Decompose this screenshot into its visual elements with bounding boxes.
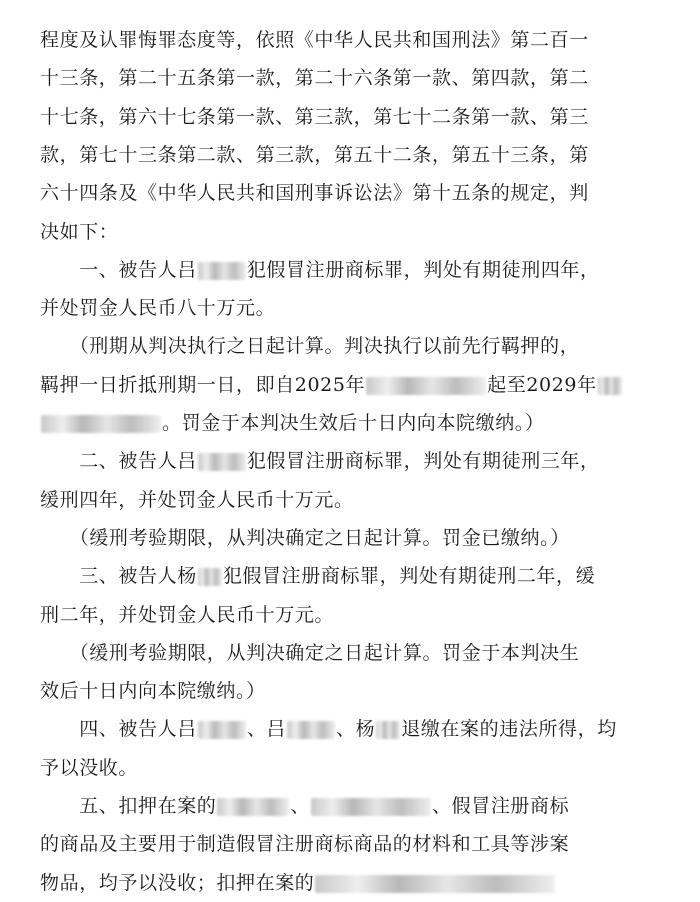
- text-segment: 起至2029年: [487, 373, 597, 396]
- text-segment: 、吕: [246, 718, 287, 741]
- text-segment: 犯假冒注册商标罪，判处有期徒刑四年，: [246, 258, 600, 281]
- text-segment: （缓刑考验期限，从判决确定之日起计算。罚金已缴纳。）: [40, 526, 570, 549]
- redacted-text: [217, 798, 289, 816]
- text-line: [40, 136, 680, 174]
- text-segment: 效后十日内向本院缴纳。）: [40, 680, 266, 703]
- text-segment: 程度及认罪悔罪态度等，依照《中华人民共和国刑法》第二百一: [40, 29, 589, 51]
- redacted-text: [315, 875, 555, 893]
- text-segment: 缓刑四年，并处罚金人民币十万元。: [40, 488, 354, 511]
- text-line: [40, 596, 680, 634]
- text-segment: 十七条，第六十七条第一款、第三款，第七十二条第一款、第三: [40, 105, 589, 128]
- text-line: [40, 174, 680, 212]
- text-segment: 、杨: [336, 718, 376, 741]
- text-segment: 退缴在案的违法所得，均: [401, 718, 617, 741]
- text-line: [40, 251, 680, 289]
- text-line: [40, 213, 680, 251]
- redacted-text: [198, 262, 246, 280]
- text-line: [40, 557, 680, 595]
- text-segment: 物品，均予以没收；扣押在案的: [40, 871, 315, 894]
- text-segment: 并处罚金人民币八十万元。: [40, 297, 276, 320]
- redacted-text: [198, 568, 222, 586]
- text-line: [40, 710, 680, 748]
- redacted-text: [198, 453, 246, 471]
- text-line: [40, 98, 680, 136]
- text-segment: 二、被告人吕: [40, 450, 197, 473]
- text-line: [40, 672, 680, 710]
- text-line: [40, 634, 680, 672]
- text-segment: 决如下：: [40, 220, 119, 243]
- text-segment: 六十四条及《中华人民共和国刑事诉讼法》第十五条的规定，判: [40, 182, 589, 205]
- text-line: [40, 825, 680, 863]
- text-line: [40, 289, 680, 327]
- redacted-text: [198, 721, 246, 739]
- text-segment: 一、被告人吕: [40, 258, 197, 281]
- redacted-text: [287, 721, 335, 739]
- text-segment: 五、扣押在案的: [40, 795, 217, 817]
- text-segment: （缓刑考验期限，从判决确定之日起计算。罚金于本判决生: [40, 641, 580, 664]
- redacted-text: [41, 415, 161, 433]
- text-line: [40, 366, 680, 404]
- redacted-text: [366, 377, 486, 395]
- text-segment: 刑二年，并处罚金人民币十万元。: [40, 603, 335, 626]
- text-segment: 十三条，第二十五条第一款，第二十六条第一款、第四款，第二: [40, 67, 589, 90]
- text-segment: 的商品及主要用于制造假冒注册商标商品的材料和工具等涉案: [40, 833, 570, 856]
- text-line: [40, 864, 680, 902]
- text-line: [40, 59, 680, 97]
- redacted-text: [598, 377, 622, 395]
- text-line: [40, 21, 680, 59]
- text-segment: 。罚金于本判决生效后十日内向本院缴纳。）: [162, 412, 545, 434]
- text-line: [40, 787, 680, 825]
- text-line: [40, 519, 680, 557]
- redacted-text: [376, 721, 400, 739]
- text-segment: 三、被告人杨: [40, 565, 197, 588]
- text-segment: （刑期从判决执行之日起计算。判决执行以前先行羁押的，: [40, 335, 580, 358]
- text-line: [40, 327, 680, 365]
- text-segment: 犯假冒注册商标罪，判处有期徒刑二年，缓: [222, 565, 596, 588]
- text-segment: 、假冒注册商标: [432, 795, 570, 817]
- redacted-text: [311, 798, 431, 816]
- text-line: [40, 404, 680, 442]
- text-segment: 予以没收。: [40, 756, 139, 779]
- text-segment: 款，第七十三条第二款、第三款，第五十二条，第五十三条，第: [40, 143, 589, 166]
- text-line: [40, 749, 680, 787]
- text-segment: 犯假冒注册商标罪，判处有期徒刑三年，: [246, 450, 600, 473]
- text-segment: 羁押一日折抵刑期一日，即自2025年: [40, 373, 366, 396]
- text-line: [40, 442, 680, 480]
- text-line: [40, 481, 680, 519]
- text-segment: 四、被告人吕: [40, 718, 197, 741]
- text-segment: 、: [290, 795, 311, 817]
